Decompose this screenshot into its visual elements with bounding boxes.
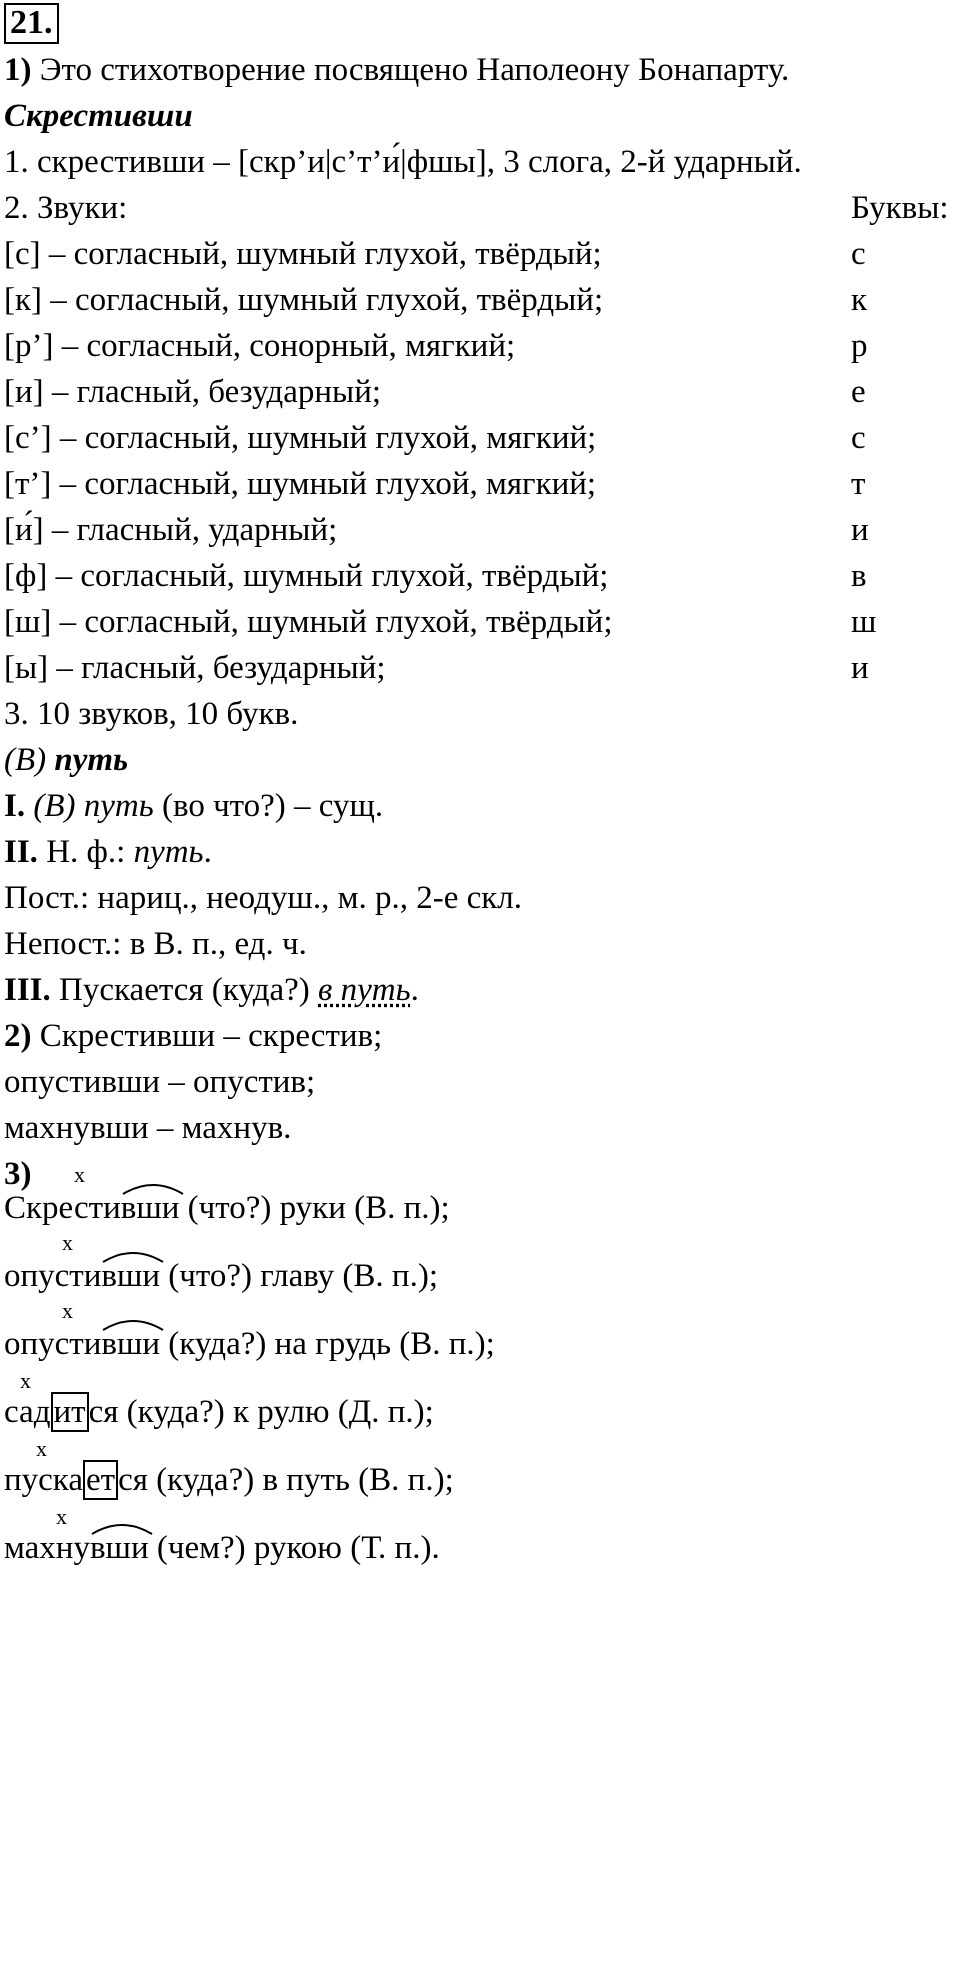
- x-mark: x: [62, 1230, 73, 1255]
- sound-row: [и] – гласный, безударный;: [4, 374, 382, 410]
- sound-row: [ф] – согласный, шумный глухой, твёрдый;: [4, 558, 609, 594]
- sound-row: [т’] – согласный, шумный глухой, мягкий;: [4, 466, 597, 502]
- row-rest: (куда?) на грудь (В. п.);: [160, 1326, 495, 1362]
- arc-icon: [101, 1314, 165, 1332]
- sound-row: [и́] – гласный, ударный;: [4, 512, 338, 548]
- row-suffix: вши: [89, 1530, 149, 1566]
- part3-label: 3): [4, 1156, 32, 1192]
- part3-row: [4, 1532, 440, 1565]
- roman-2: II.: [4, 834, 38, 870]
- morph-line2: [4, 836, 212, 869]
- x-mark: x: [20, 1368, 31, 1393]
- suffix-arc: [101, 1328, 160, 1361]
- letter-cell: р: [851, 328, 868, 364]
- row-rest: (куда?) к рулю (Д. п.);: [118, 1394, 434, 1430]
- arc-icon: [121, 1178, 185, 1196]
- morph-line3: Пост.: нариц., неодуш., м. р., 2-е скл.: [4, 880, 523, 916]
- morph-heading-prep: (В): [4, 742, 47, 778]
- row-tail: ся: [88, 1394, 119, 1430]
- letter-cell: т: [851, 466, 866, 502]
- part1-text: Это стихотворение посвящено Наполеону Бонапарту.: [31, 52, 790, 88]
- arc-icon: [90, 1518, 154, 1536]
- row-rest: (что?) главу (В. п.);: [160, 1258, 439, 1294]
- phonetic-summary: 3. 10 звуков, 10 букв.: [4, 696, 299, 732]
- morph-line4: Непост.: в В. п., ед. ч.: [4, 926, 307, 962]
- row-stem: опусти: [4, 1326, 102, 1362]
- morph-line1-italic: (В) путь: [33, 788, 154, 824]
- letter-cell: ш: [851, 604, 877, 640]
- letter-cell: в: [851, 558, 867, 594]
- morph-line5-underlined: в путь: [318, 972, 411, 1008]
- task-number: 21.: [4, 3, 59, 44]
- letter-cell: к: [851, 282, 868, 318]
- morph-line1: [4, 790, 383, 823]
- suffix-arc: [90, 1532, 149, 1565]
- suffix-arc: [101, 1260, 160, 1293]
- arc-icon: [101, 1246, 165, 1264]
- row-suffix: вши: [101, 1258, 161, 1294]
- row-rest: (что?) руки (В. п.);: [179, 1190, 450, 1226]
- suffix-arc: [121, 1192, 180, 1225]
- part3-row: [4, 1464, 454, 1497]
- row-stem: опусти: [4, 1258, 102, 1294]
- morph-line2-italic: путь: [133, 834, 204, 870]
- morph-line5: [4, 974, 419, 1007]
- sound-row: [с] – согласный, шумный глухой, твёрдый;: [4, 236, 602, 272]
- x-mark: x: [62, 1298, 73, 1323]
- row-stem: махну: [4, 1530, 90, 1566]
- row-suffix: вши: [120, 1190, 180, 1226]
- part3-row: [4, 1260, 438, 1293]
- roman-3: III.: [4, 972, 51, 1008]
- sound-row: [ы] – гласный, безударный;: [4, 650, 386, 686]
- morph-line2-text: Н. ф.:: [37, 834, 134, 870]
- part1-line: [4, 54, 789, 87]
- ending-box: ит: [51, 1392, 89, 1432]
- letters-header: Буквы:: [851, 190, 949, 226]
- morph-heading: [4, 744, 128, 777]
- letter-cell: и: [851, 650, 869, 686]
- row-stem: сад: [4, 1394, 51, 1430]
- part2-line1: [4, 1020, 382, 1053]
- part1-label: 1): [4, 52, 32, 88]
- row-tail: ся: [118, 1462, 148, 1498]
- letter-cell: и: [851, 512, 869, 548]
- letter-cell: с: [851, 420, 866, 456]
- part3-row: [4, 1396, 434, 1429]
- x-mark: x: [36, 1436, 47, 1461]
- sound-row: [к] – согласный, шумный глухой, твёрдый;: [4, 282, 604, 318]
- sound-row: [с’] – согласный, шумный глухой, мягкий;: [4, 420, 597, 456]
- part2-line2: опустивши – опустив;: [4, 1064, 316, 1100]
- row-rest: (куда?) в путь (В. п.);: [147, 1462, 454, 1498]
- part2-text: Скрестивши – скрестив;: [31, 1018, 383, 1054]
- row-stem: Скрести: [4, 1190, 121, 1226]
- phonetic-item1: 1. скрестивши – [скр’и|с’т’и́|фшы], 3 слога, 2-й ударный.: [4, 144, 802, 180]
- phonetic-heading: Скрестивши: [4, 98, 193, 134]
- row-suffix: вши: [101, 1326, 161, 1362]
- part2-label: 2): [4, 1018, 32, 1054]
- row-rest: (чем?) рукою (Т. п.).: [148, 1530, 440, 1566]
- sounds-header: 2. Звуки:: [4, 190, 128, 226]
- sound-row: [ш] – согласный, шумный глухой, твёрдый;: [4, 604, 613, 640]
- part3-row: [4, 1328, 495, 1361]
- row-stem: пуска: [4, 1462, 83, 1498]
- sound-row: [р’] – согласный, сонорный, мягкий;: [4, 328, 516, 364]
- morph-line5-text: Пускается (куда?): [50, 972, 319, 1008]
- roman-1: I.: [4, 788, 26, 824]
- letter-cell: е: [851, 374, 866, 410]
- x-mark: x: [56, 1504, 67, 1529]
- ending-box: ет: [83, 1460, 118, 1500]
- morph-line1-rest: (во что?) – сущ.: [153, 788, 384, 824]
- part3-row: [4, 1192, 450, 1225]
- part2-line3: махнувши – махнув.: [4, 1110, 292, 1146]
- morph-heading-word: путь: [54, 742, 129, 778]
- letter-cell: с: [851, 236, 866, 272]
- morph-line5-end: .: [410, 972, 419, 1008]
- x-mark: x: [74, 1162, 85, 1187]
- morph-line2-end: .: [203, 834, 212, 870]
